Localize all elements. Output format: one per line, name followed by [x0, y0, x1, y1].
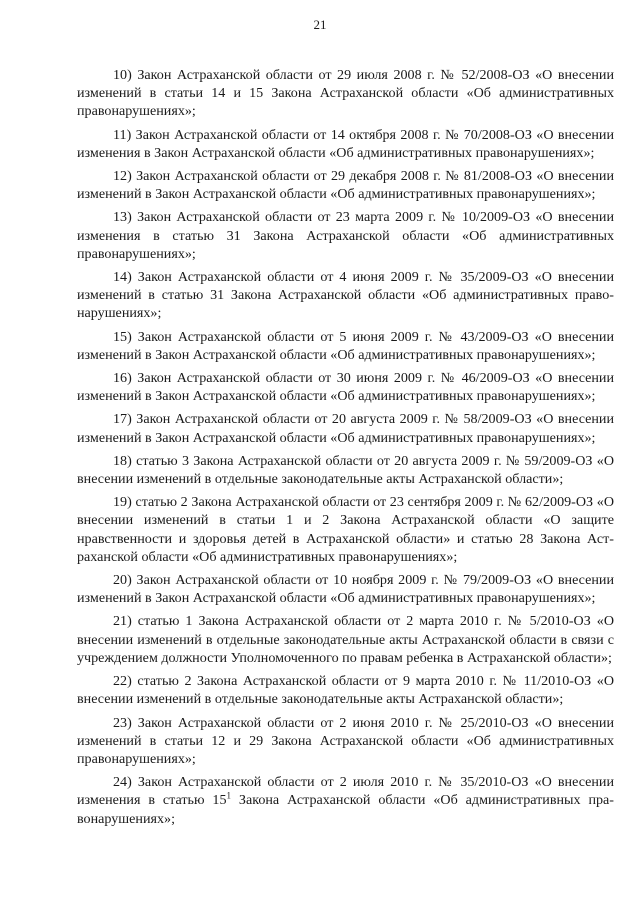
list-item: 19) статью 2 Закона Астраханской области от 23 сентября 2009 г. № 62/2009-ОЗ «О внесении изменений в статьи 1 и 2 Закона Астраханской области «О защите нравственности и здоровья детей в Астраханской области» и статью 28 Закона Астраханской области «Об административных правонарушениях»;: [77, 494, 614, 565]
superscript-index: 1: [226, 790, 231, 801]
list-item: 23) Закон Астраханской области от 2 июня 2010 г. № 25/2010-ОЗ «О внесении изменений в статьи 12 и 29 Закона Астраханской области «Об административных правонарушениях»;: [77, 714, 614, 767]
list-item: 15) Закон Астраханской области от 5 июня 2009 г. № 43/2009-ОЗ «О внесении изменений в Закон Астраханской области «Об административных правонарушениях»;: [77, 328, 614, 363]
list-item-text: 24) Закон Астраханской области от 2 июля 2010 г. № 35/2010-ОЗ «О внесении изменения в статью 15: [77, 774, 614, 809]
list-item: 21) статью 1 Закона Астраханской области от 2 марта 2010 г. № 5/2010-ОЗ «О внесении изменений в отдельные законодательные акты Астраханской области в связи с учреждением должности Уполномоченного по правам ребенка в Астраханской области»;: [77, 613, 614, 666]
list-item: 20) Закон Астраханской области от 10 ноября 2009 г. № 79/2009-ОЗ «О внесении изменений в Закон Астраханской области «Об административных правонарушениях»;: [77, 572, 614, 607]
list-item: 16) Закон Астраханской области от 30 июня 2009 г. № 46/2009-ОЗ «О внесении изменений в Закон Астраханской области «Об административных правонарушениях»;: [77, 370, 614, 405]
list-item: 11) Закон Астраханской области от 14 октября 2008 г. № 70/2008-ОЗ «О внесении изменения в Закон Астраханской области «Об административных правонарушениях»;: [77, 126, 614, 161]
list-item: [77, 773, 614, 828]
list-item: 17) Закон Астраханской области от 20 августа 2009 г. № 58/2009-ОЗ «О внесении изменений в Закон Астраханской области «Об административных правонарушениях»;: [77, 411, 614, 446]
list-item: 18) статью 3 Закона Астраханской области от 20 августа 2009 г. № 59/2009-ОЗ «О внесении изменений в отдельные законодательные акты Астраханской области»;: [77, 452, 614, 488]
document-body: [77, 66, 614, 833]
list-item: 14) Закон Астраханской области от 4 июня 2009 г. № 35/2009-ОЗ «О внесении изменений в статью 31 Закона Астраханской области «Об административных правонарушениях»;: [77, 269, 614, 322]
page-number: 21: [313, 17, 327, 32]
list-item: 13) Закон Астраханской области от 23 марта 2009 г. № 10/2009-ОЗ «О внесении изменения в статью 31 Закона Астраханской области «Об административных правонарушениях»;: [77, 209, 614, 262]
list-item-text: Закона Астраханской области «Об административных правонарушениях»;: [77, 792, 614, 827]
list-item: 22) статью 2 Закона Астраханской области от 9 марта 2010 г. № 11/2010-ОЗ «О внесении изменений в отдельные законодательные акты Астраханской области»;: [77, 673, 614, 708]
list-item: 12) Закон Астраханской области от 29 декабря 2008 г. № 81/2008-ОЗ «О внесении изменений в Закон Астраханской области «Об административных правонарушениях»;: [77, 168, 614, 203]
list-item: 10) Закон Астраханской области от 29 июля 2008 г. № 52/2008-ОЗ «О внесении изменений в статьи 14 и 15 Закона Астраханской области «Об административных правонарушениях»;: [77, 67, 614, 120]
